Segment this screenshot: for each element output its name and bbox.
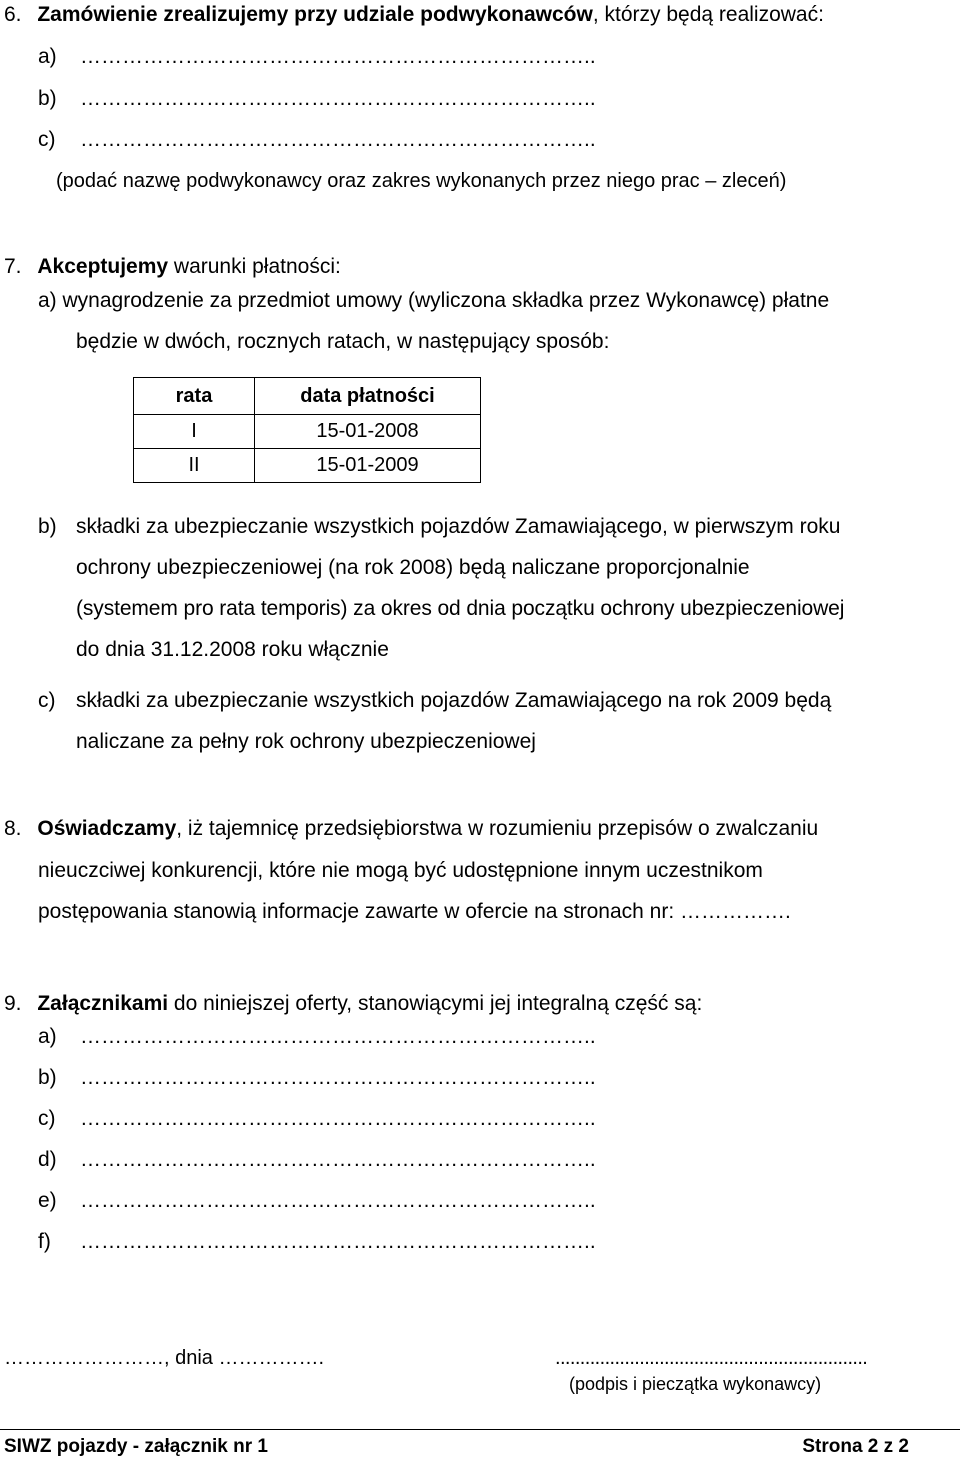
sec8-line2: nieuczciwej konkurencji, które nie mogą być udostępnione innym uczestnikom	[38, 859, 763, 882]
table-row	[134, 415, 481, 449]
sec7-b-label: b)	[38, 515, 57, 538]
cell-rata: I	[134, 415, 255, 449]
dotted-blank: ………………………………………………………………..	[80, 1066, 596, 1089]
footer-left: SIWZ pojazdy - załącznik nr 1	[4, 1436, 268, 1457]
sec7-a-line1: a) wynagrodzenie za przedmiot umowy (wyliczona składka przez Wykonawcę) płatne	[38, 289, 830, 312]
footer-right: Strona 2 z 2	[802, 1436, 909, 1457]
signature-dots: ...............................................................	[555, 1347, 868, 1369]
payment-schedule-table	[133, 377, 481, 483]
date-line: ……………………, dnia …………….	[4, 1347, 325, 1369]
sec6-item-b: b) ………………………………………………………………..	[38, 87, 596, 110]
sec7-c-line1: składki za ubezpieczanie wszystkich pojazdów Zamawiającego na rok 2009 będą	[76, 689, 832, 712]
section-number: 7.	[4, 255, 22, 278]
sec6-item-a: a) ………………………………………………………………..	[38, 45, 596, 68]
dotted-blank: ………………………………………………………………..	[80, 128, 596, 151]
sec6-item-c: c) ………………………………………………………………..	[38, 128, 596, 151]
sec7-b-line2: ochrony ubezpieczeniowej (na rok 2008) będą naliczane proporcjonalnie	[76, 556, 750, 579]
sec8-line3: postępowania stanowią informacje zawarte w ofercie na stronach nr: …………….	[38, 900, 791, 923]
dotted-blank: ………………………………………………………………..	[80, 1189, 596, 1212]
dotted-blank: ………………………………………………………………..	[80, 45, 596, 68]
signature-caption: (podpis i pieczątka wykonawcy)	[569, 1374, 822, 1394]
sec9-item-e: e) ………………………………………………………………..	[38, 1189, 596, 1212]
section-9-rest: do niniejszej oferty, stanowiącymi jej integralną część są:	[168, 992, 703, 1015]
dotted-blank: ………………………………………………………………..	[80, 1107, 596, 1130]
section-8-heading	[4, 816, 818, 842]
section-6-heading	[4, 2, 824, 28]
sec7-c-line2: naliczane za pełny rok ochrony ubezpieczeniowej	[76, 730, 536, 753]
sec7-c-label: c)	[38, 689, 56, 712]
sec7-a-line2: będzie w dwóch, rocznych ratach, w następujący sposób:	[76, 330, 610, 353]
section-7-heading	[4, 254, 341, 280]
section-6-rest: , którzy będą realizować:	[592, 3, 824, 26]
section-9-bold: Załącznikami	[37, 992, 169, 1015]
section-7-bold: Akceptujemy	[37, 255, 169, 278]
header-rata: rata	[134, 378, 255, 415]
dotted-blank: ………………………………………………………………..	[80, 1148, 596, 1171]
sec9-item-b: b) ………………………………………………………………..	[38, 1066, 596, 1089]
table-row	[134, 449, 481, 483]
section-9-heading	[4, 991, 702, 1017]
section-number: 9.	[4, 992, 22, 1015]
cell-rata: II	[134, 449, 255, 483]
dotted-blank: ………………………………………………………………..	[80, 1025, 596, 1048]
dotted-blank: ………………………………………………………………..	[80, 1230, 596, 1253]
section-6-bold: Zamówienie zrealizujemy przy udziale podwykonawców	[37, 3, 593, 26]
sec9-item-d: d) ………………………………………………………………..	[38, 1148, 596, 1171]
section-number: 6.	[4, 3, 22, 26]
section-8-rest: , iż tajemnicę przedsiębiorstwa w rozumieniu przepisów o zwalczaniu	[176, 817, 819, 840]
cell-date: 15-01-2008	[255, 415, 481, 449]
sec7-b-line3: (systemem pro rata temporis) za okres od dnia początku ochrony ubezpieczeniowej	[76, 597, 845, 620]
table-header-row	[134, 378, 481, 415]
sec9-item-c: c) ………………………………………………………………..	[38, 1107, 596, 1130]
footer-rule	[0, 1429, 960, 1430]
sec7-b-line4: do dnia 31.12.2008 roku włącznie	[76, 638, 389, 661]
sec6-note: (podać nazwę podwykonawcy oraz zakres wykonanych przez niego prac – zleceń)	[56, 170, 787, 192]
cell-date: 15-01-2009	[255, 449, 481, 483]
header-data-platnosci: data płatności	[255, 378, 481, 415]
sec7-b-line1: składki za ubezpieczanie wszystkich pojazdów Zamawiającego, w pierwszym roku	[76, 515, 841, 538]
section-8-bold: Oświadczamy	[37, 817, 177, 840]
sec9-item-f: f) ………………………………………………………………..	[38, 1230, 596, 1253]
section-7-rest: warunki płatności:	[168, 255, 341, 278]
section-number: 8.	[4, 817, 22, 840]
dotted-blank: ………………………………………………………………..	[80, 87, 596, 110]
sec9-item-a: a) ………………………………………………………………..	[38, 1025, 596, 1048]
